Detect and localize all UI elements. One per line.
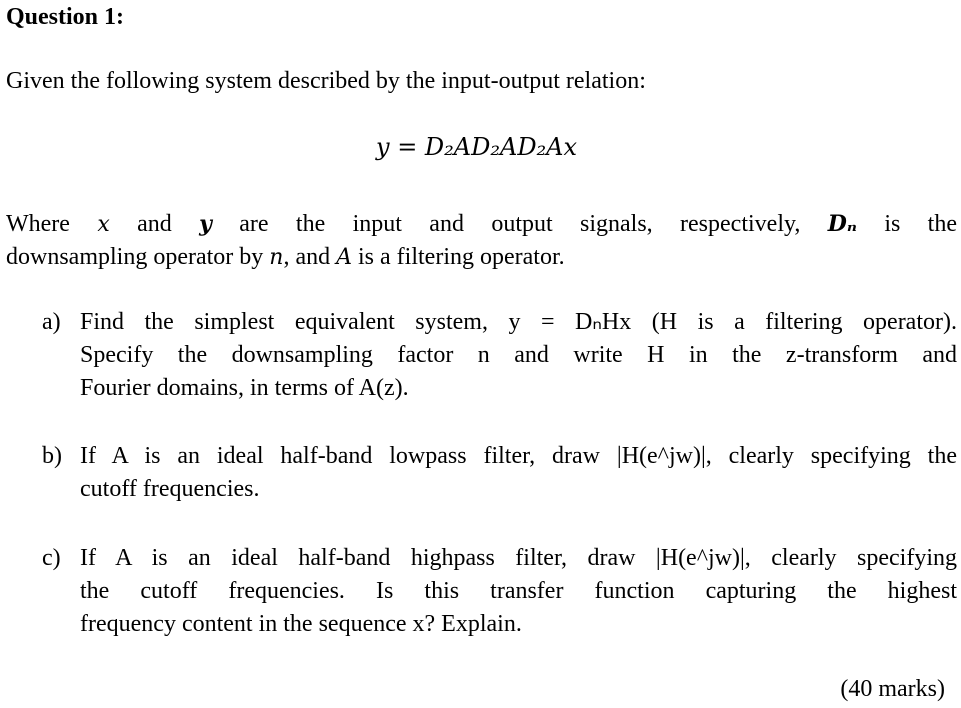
- definition-line-2: [6, 241, 957, 274]
- question-intro: Given the following system described by the input-output relation:: [6, 68, 646, 94]
- math-dn: Dₙ: [827, 211, 857, 237]
- text-fragment: Where: [6, 211, 98, 237]
- system-equation: y = D₂AD₂AD₂Ax: [376, 133, 578, 161]
- text-fragment: are the input and output signals, respectively,: [211, 211, 828, 237]
- marks-label: (40 marks): [840, 676, 945, 702]
- text-fragment: downsampling operator by: [6, 244, 270, 270]
- text-fragment: is the: [856, 211, 957, 237]
- part-a-line-2: Specify the downsampling factor n and write H in the z-transform and: [80, 342, 957, 368]
- part-a-label: a): [42, 309, 61, 335]
- math-n: n: [269, 245, 284, 270]
- part-b-text: [80, 440, 957, 506]
- question-title: Question 1:: [6, 4, 125, 30]
- definition-paragraph: [6, 208, 957, 274]
- part-a-line-3: Fourier domains, in terms of A(z).: [80, 375, 409, 401]
- part-a-line-1: Find the simplest equivalent system, y = DₙHx (H is a filtering operator).: [80, 309, 957, 335]
- part-a-text: [80, 306, 957, 405]
- math-y: y: [199, 211, 212, 237]
- text-fragment: , and: [283, 244, 337, 270]
- text-fragment: and: [109, 211, 200, 237]
- part-c-line-1: If A is an ideal half-band highpass filter, draw |H(e^jw)|, clearly specifying: [80, 545, 957, 571]
- math-a: A: [336, 245, 353, 270]
- part-b-line-1: If A is an ideal half-band lowpass filter, draw |H(e^jw)|, clearly specifying the: [80, 443, 957, 469]
- part-b-line-2: cutoff frequencies.: [80, 476, 260, 502]
- text-fragment: is a filtering operator.: [352, 244, 565, 270]
- math-x: x: [97, 212, 110, 237]
- part-c-line-3: frequency content in the sequence x? Explain.: [80, 611, 522, 637]
- part-c-line-2: the cutoff frequencies. Is this transfer function capturing the highest: [80, 578, 957, 604]
- part-c-text: [80, 542, 957, 641]
- part-b-label: b): [42, 443, 62, 469]
- part-c-label: c): [42, 545, 61, 571]
- definition-line-1: [6, 208, 957, 241]
